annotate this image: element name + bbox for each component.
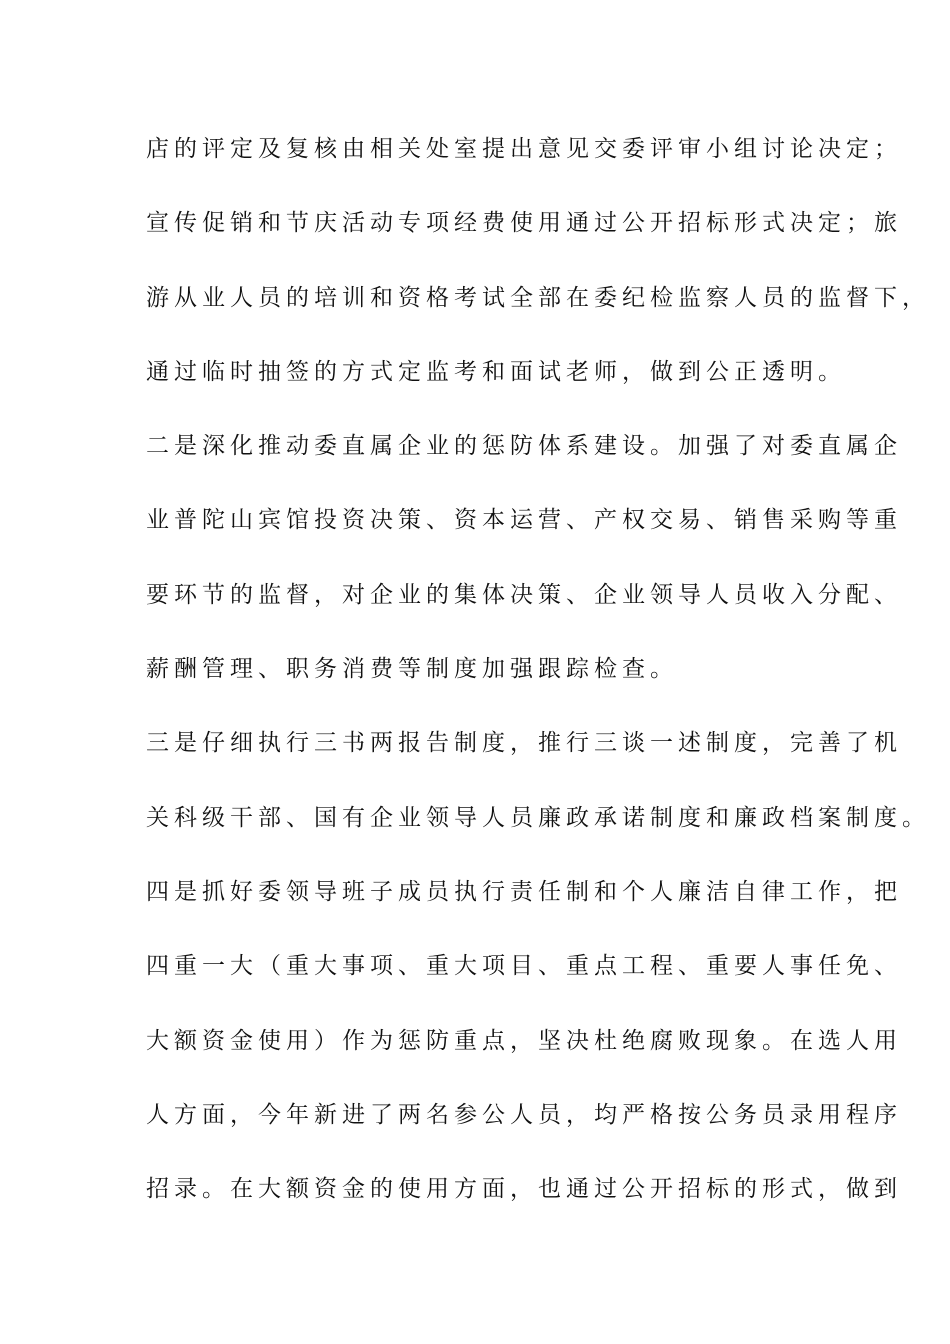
text-line: 关科级干部、国有企业领导人员廉政承诺制度和廉政档案制度。 [146, 804, 930, 831]
text-line: 游从业人员的培训和资格考试全部在委纪检监察人员的监督下， [146, 284, 930, 311]
body-text [146, 126, 930, 1240]
text-line: 四是抓好委领导班子成员执行责任制和个人廉洁自律工作，把 [146, 878, 902, 905]
text-line: 四重一大（重大事项、重大项目、重点工程、重要人事任免、 [146, 953, 902, 980]
text-line: 要环节的监督，对企业的集体决策、企业领导人员收入分配、 [146, 581, 902, 608]
text-line: 招录。在大额资金的使用方面，也通过公开招标的形式，做到 [146, 1176, 902, 1203]
text-line: 三是仔细执行三书两报告制度，推行三谈一述制度，完善了机 [146, 730, 902, 757]
text-line: 店的评定及复核由相关处室提出意见交委评审小组讨论决定； [146, 136, 902, 162]
text-line: 通过临时抽签的方式定监考和面试老师，做到公正透明。 [146, 358, 846, 385]
text-line: 二是深化推动委直属企业的惩防体系建设。加强了对委直属企 [146, 433, 902, 460]
text-line: 大额资金使用）作为惩防重点，坚决杜绝腐败现象。在选人用 [146, 1027, 902, 1054]
text-line: 业普陀山宾馆投资决策、资本运营、产权交易、销售采购等重 [146, 507, 902, 534]
text-line: 薪酬管理、职务消费等制度加强跟踪检查。 [146, 656, 678, 683]
text-line: 人方面，今年新进了两名参公人员，均严格按公务员录用程序 [146, 1101, 902, 1128]
text-line: 宣传促销和节庆活动专项经费使用通过公开招标形式决定；旅 [146, 210, 902, 237]
